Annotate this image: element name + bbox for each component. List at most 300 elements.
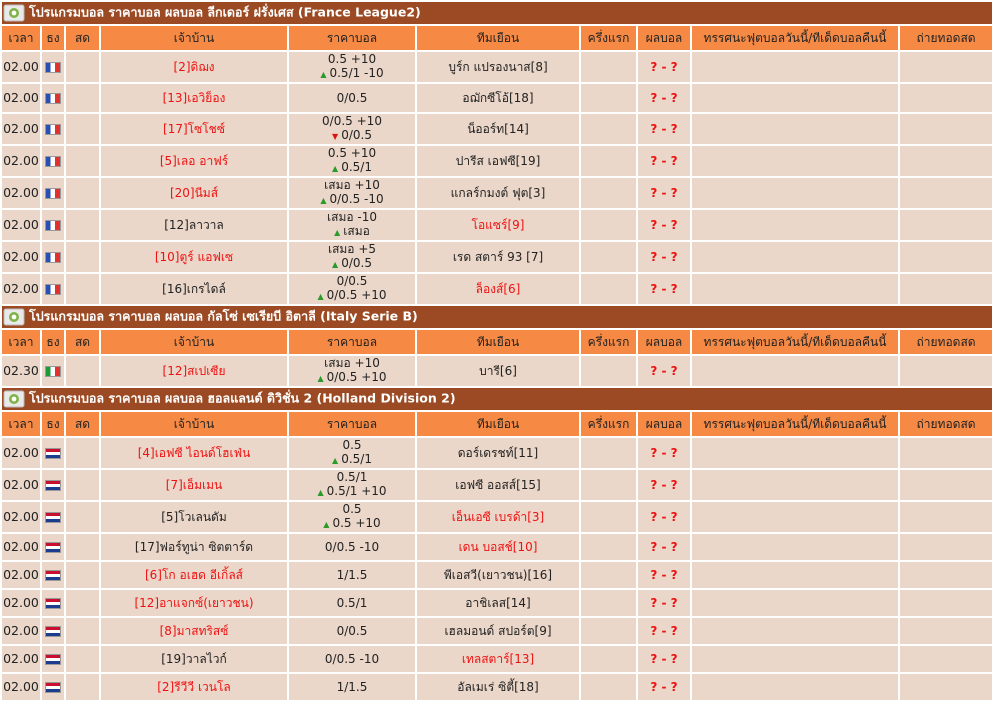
result-score[interactable]: ? - ? [638,646,690,672]
halftime-score [581,534,636,560]
odds-line [289,356,415,370]
odds-line [289,66,415,82]
col-broadcast-header: ถ่ายทอดสด [900,330,992,354]
live-cell [66,438,99,468]
odds-line [289,114,415,128]
broadcast-cell [900,178,992,208]
match-time: 02.00 [2,438,40,468]
home-team[interactable]: [5]โวเลนดัม [101,502,287,532]
country-flag-cell [42,534,64,560]
odds-up-arrow-icon: ▲ [332,164,339,173]
col-analysis-header: ทรรศนะฟุตบอลวันนี้/ทีเด็ดบอลคืนนี้ [692,412,898,436]
live-cell [66,114,99,144]
home-team[interactable]: [17]ฟอร์ทูน่า ซิตตาร์ด [101,534,287,560]
odds-line [289,438,415,452]
odds-up-arrow-icon: ▲ [317,292,324,301]
broadcast-cell [900,146,992,176]
league-title-cell [2,2,992,24]
col-time-header: เวลา [2,26,40,50]
away-team[interactable]: เรด สตาร์ 93 [7] [417,242,579,272]
match-row [2,534,992,560]
country-flag-cell [42,84,64,112]
odds-cell [289,646,415,672]
match-row [2,502,992,532]
halftime-score [581,438,636,468]
match-time: 02.00 [2,470,40,500]
match-row [2,562,992,588]
away-team[interactable]: เอฟซี ออสส์[15] [417,470,579,500]
odds-line [289,178,415,192]
col-halftime-header: ครึ่งแรก [581,26,636,50]
match-row [2,52,992,82]
halftime-score [581,84,636,112]
home-team[interactable]: [13]เอวิย็อง [101,84,287,112]
odds-line [289,568,415,582]
analysis-cell [692,52,898,82]
col-flag-header: ธง [42,330,64,354]
match-row [2,438,992,468]
match-row [2,274,992,304]
analysis-cell [692,210,898,240]
col-away-header: ทีมเยือน [417,330,579,354]
col-live-header: สด [66,26,99,50]
analysis-cell [692,470,898,500]
odds-line [289,91,415,105]
halftime-score [581,502,636,532]
country-flag-cell [42,52,64,82]
analysis-cell [692,502,898,532]
home-team[interactable]: [12]ลาวาล [101,210,287,240]
eerste-divisie-logo-icon [3,390,25,408]
odds-value: 0/0.5 -10 [329,192,384,206]
col-home-header: เจ้าบ้าน [101,26,287,50]
analysis-cell [692,618,898,644]
country-flag-cell [42,502,64,532]
league-title-cell [2,388,992,410]
country-flag-cell [42,674,64,700]
odds-line [289,242,415,256]
odds-line [289,274,415,288]
halftime-score [581,242,636,272]
country-flag-cell [42,178,64,208]
result-score[interactable]: ? - ? [638,178,690,208]
col-result-header: ผลบอล [638,412,690,436]
col-live-header: สด [66,330,99,354]
analysis-cell [692,438,898,468]
flag-icon [45,188,61,199]
home-team[interactable]: [2]ดิฌง [101,52,287,82]
away-team[interactable]: อัลเมเร่ ซิตี้[18] [417,674,579,700]
match-row [2,84,992,112]
odds-value: 0/0.5 [336,624,368,638]
live-cell [66,274,99,304]
odds-line [289,210,415,224]
country-flag-cell [42,618,64,644]
odds-value: เสมอ +5 [327,242,377,256]
match-time: 02.00 [2,562,40,588]
odds-line [289,370,415,386]
flag-icon [45,220,61,231]
home-team[interactable]: [19]วาลไวก์ [101,646,287,672]
odds-line [289,52,415,66]
country-flag-cell [42,242,64,272]
live-cell [66,242,99,272]
result-score[interactable]: ? - ? [638,114,690,144]
result-score[interactable]: ? - ? [638,674,690,700]
broadcast-cell [900,438,992,468]
halftime-score [581,52,636,82]
match-row [2,674,992,700]
odds-value: 0.5/1 +10 [326,484,387,498]
live-cell [66,210,99,240]
home-team[interactable]: [10]ตูร์ แอฟเซ [101,242,287,272]
odds-up-arrow-icon: ▲ [332,456,339,465]
home-team[interactable]: [5]เลอ อาฟร์ [101,146,287,176]
odds-cell [289,562,415,588]
broadcast-cell [900,242,992,272]
odds-line [289,502,415,516]
broadcast-cell [900,674,992,700]
analysis-cell [692,146,898,176]
away-team[interactable]: ล็องส์[6] [417,274,579,304]
col-halftime-header: ครึ่งแรก [581,330,636,354]
broadcast-cell [900,114,992,144]
flag-icon [45,570,61,581]
result-score[interactable]: ? - ? [638,242,690,272]
odds-up-arrow-icon: ▲ [320,196,327,205]
col-flag-header: ธง [42,26,64,50]
col-odds-header: ราคาบอล [289,330,415,354]
result-score[interactable]: ? - ? [638,84,690,112]
live-cell [66,618,99,644]
away-team[interactable]: พีเอสวี(เยาวชน)[16] [417,562,579,588]
country-flag-cell [42,146,64,176]
flag-icon [45,252,61,263]
column-header-row [2,26,992,50]
away-team[interactable]: บารี[6] [417,356,579,386]
home-team[interactable]: [16]เกรไดล์ [101,274,287,304]
live-cell [66,674,99,700]
result-score[interactable]: ? - ? [638,274,690,304]
match-row [2,356,992,386]
result-score[interactable]: ? - ? [638,438,690,468]
match-row [2,646,992,672]
odds-cell [289,84,415,112]
result-score[interactable]: ? - ? [638,618,690,644]
col-time-header: เวลา [2,330,40,354]
result-score[interactable]: ? - ? [638,52,690,82]
country-flag-cell [42,438,64,468]
flag-icon [45,62,61,73]
flag-icon [45,626,61,637]
broadcast-cell [900,356,992,386]
odds-value: 0.5 [342,438,362,452]
analysis-cell [692,674,898,700]
home-team[interactable]: [4]เอฟซี ไอนด์โฮเฟ่น [101,438,287,468]
country-flag-cell [42,470,64,500]
odds-value: เสมอ +10 [324,178,380,192]
analysis-cell [692,242,898,272]
odds-value: เสมอ [343,224,370,238]
flag-icon [45,542,61,553]
match-row [2,210,992,240]
odds-value: 1/1.5 [336,680,368,694]
odds-up-arrow-icon: ▲ [317,374,324,383]
broadcast-cell [900,534,992,560]
broadcast-cell [900,470,992,500]
halftime-score [581,646,636,672]
odds-value: 0.5/1 [341,452,372,466]
country-flag-cell [42,210,64,240]
halftime-score [581,562,636,588]
league-title-cell [2,306,992,328]
odds-line [289,128,415,144]
col-result-header: ผลบอล [638,26,690,50]
match-time: 02.30 [2,356,40,386]
serie-b-logo-icon [3,308,25,326]
odds-cell [289,274,415,304]
odds-cell [289,52,415,82]
live-cell [66,534,99,560]
broadcast-cell [900,52,992,82]
away-team[interactable]: เทลสตาร์[13] [417,646,579,672]
odds-up-arrow-icon: ▲ [323,520,330,529]
odds-value: 1/1.5 [336,568,368,582]
odds-line [289,146,415,160]
away-team[interactable]: แกลร์กมงต์ ฟุต[3] [417,178,579,208]
live-cell [66,146,99,176]
odds-up-arrow-icon: ▲ [317,488,324,497]
result-score[interactable]: ? - ? [638,534,690,560]
home-team[interactable]: [8]มาสทริสซ์ [101,618,287,644]
flag-icon [45,284,61,295]
match-time: 02.00 [2,146,40,176]
flag-icon [45,93,61,104]
odds-value: 0/0.5 [336,91,368,105]
col-time-header: เวลา [2,412,40,436]
broadcast-cell [900,274,992,304]
match-time: 02.00 [2,534,40,560]
flag-icon [45,156,61,167]
analysis-cell [692,274,898,304]
home-team[interactable]: [12]อาแจกซ์(เยาวชน) [101,590,287,616]
odds-line [289,596,415,610]
odds-up-arrow-icon: ▲ [334,228,341,237]
home-team[interactable]: [7]เอ็มเมน [101,470,287,500]
live-cell [66,590,99,616]
away-team[interactable]: เอ็นเอซี เบรด้า[3] [417,502,579,532]
col-result-header: ผลบอล [638,330,690,354]
column-header-row [2,412,992,436]
analysis-cell [692,590,898,616]
away-team[interactable]: โอแซร์[9] [417,210,579,240]
odds-cell [289,470,415,500]
live-cell [66,356,99,386]
odds-cell [289,114,415,144]
halftime-score [581,114,636,144]
col-home-header: เจ้าบ้าน [101,330,287,354]
match-time: 02.00 [2,242,40,272]
broadcast-cell [900,562,992,588]
flag-icon [45,682,61,693]
broadcast-cell [900,84,992,112]
analysis-cell [692,534,898,560]
halftime-score [581,274,636,304]
result-score[interactable]: ? - ? [638,502,690,532]
match-time: 02.00 [2,618,40,644]
odds-cell [289,590,415,616]
odds-value: 0/0.5 -10 [324,540,380,554]
halftime-score [581,210,636,240]
away-team[interactable]: ดอร์เดรชท์[11] [417,438,579,468]
result-score[interactable]: ? - ? [638,562,690,588]
odds-cell [289,146,415,176]
odds-value: 0/0.5 +10 [322,114,382,128]
halftime-score [581,590,636,616]
col-halftime-header: ครึ่งแรก [581,412,636,436]
away-team[interactable]: อาชิเลส[14] [417,590,579,616]
odds-cell [289,502,415,532]
country-flag-cell [42,114,64,144]
odds-value: 0.5 +10 [327,146,377,160]
flag-icon [45,512,61,523]
col-odds-header: ราคาบอล [289,26,415,50]
col-analysis-header: ทรรศนะฟุตบอลวันนี้/ทีเด็ดบอลคืนนี้ [692,330,898,354]
odds-line [289,288,415,304]
col-odds-header: ราคาบอล [289,412,415,436]
league-header [2,306,992,328]
analysis-cell [692,562,898,588]
odds-line [289,160,415,176]
result-score[interactable]: ? - ? [638,210,690,240]
match-time: 02.00 [2,52,40,82]
odds-line [289,192,415,208]
odds-cell [289,178,415,208]
away-team[interactable]: เฮลมอนด์ สปอร์ต[9] [417,618,579,644]
broadcast-cell [900,646,992,672]
country-flag-cell [42,274,64,304]
col-away-header: ทีมเยือน [417,412,579,436]
match-time: 02.00 [2,646,40,672]
result-score[interactable]: ? - ? [638,146,690,176]
flag-icon [45,654,61,665]
fixtures-body [2,2,992,700]
odds-value: 0.5/1 [341,160,372,174]
odds-cell [289,242,415,272]
home-team[interactable]: [17]โซโชซ์ [101,114,287,144]
odds-value: 0/0.5 -10 [324,652,380,666]
odds-cell [289,438,415,468]
odds-line [289,452,415,468]
halftime-score [581,146,636,176]
analysis-cell [692,646,898,672]
ligue2-logo-icon [3,4,25,22]
analysis-cell [692,178,898,208]
country-flag-cell [42,562,64,588]
country-flag-cell [42,590,64,616]
match-time: 02.00 [2,502,40,532]
live-cell [66,470,99,500]
odds-value: 0.5/1 [336,596,368,610]
odds-line [289,540,415,554]
away-team[interactable]: อฌักซีโอ้[18] [417,84,579,112]
home-team[interactable]: [6]โก อเฮด อีเกิ้ลส์ [101,562,287,588]
country-flag-cell [42,646,64,672]
flag-icon [45,366,61,377]
odds-line [289,224,415,240]
odds-value: 0.5/1 -10 [329,66,384,80]
flag-icon [45,448,61,459]
match-row [2,590,992,616]
away-team[interactable]: น็ออร์ท[14] [417,114,579,144]
odds-value: 0/0.5 [341,128,372,142]
league-title: โปรแกรมบอล ราคาบอล ผลบอล กัลโซ่ เซเรียบี อิตาลี (Italy Serie B) [29,308,418,324]
result-score[interactable]: ? - ? [638,470,690,500]
odds-up-arrow-icon: ▲ [332,260,339,269]
league-header [2,2,992,24]
halftime-score [581,618,636,644]
home-team[interactable]: [20]นีมส์ [101,178,287,208]
away-team[interactable]: เดน บอสช์[10] [417,534,579,560]
result-score[interactable]: ? - ? [638,590,690,616]
live-cell [66,646,99,672]
odds-line [289,470,415,484]
col-broadcast-header: ถ่ายทอดสด [900,412,992,436]
odds-cell [289,534,415,560]
match-row [2,178,992,208]
odds-value: เสมอ -10 [327,210,377,224]
col-away-header: ทีมเยือน [417,26,579,50]
home-team[interactable]: [2]รีวีวี เวนโล [101,674,287,700]
match-row [2,618,992,644]
broadcast-cell [900,210,992,240]
match-row [2,114,992,144]
match-time: 02.00 [2,178,40,208]
odds-line [289,680,415,694]
away-team[interactable]: บูร์ก แปรองนาส[8] [417,52,579,82]
match-row [2,146,992,176]
analysis-cell [692,84,898,112]
halftime-score [581,178,636,208]
col-home-header: เจ้าบ้าน [101,412,287,436]
league-title: โปรแกรมบอล ราคาบอล ผลบอล ฮอลแลนด์ ดิวิชั่น 2 (Holland Division 2) [29,390,456,406]
live-cell [66,84,99,112]
match-time: 02.00 [2,114,40,144]
match-time: 02.00 [2,590,40,616]
halftime-score [581,470,636,500]
country-flag-cell [42,356,64,386]
col-live-header: สด [66,412,99,436]
flag-icon [45,124,61,135]
result-score[interactable]: ? - ? [638,356,690,386]
live-cell [66,178,99,208]
col-broadcast-header: ถ่ายทอดสด [900,26,992,50]
live-cell [66,562,99,588]
odds-down-arrow-icon: ▼ [332,132,339,141]
home-team[interactable]: [12]สเปเซีย [101,356,287,386]
away-team[interactable]: ปารีส เอฟซี[19] [417,146,579,176]
col-analysis-header: ทรรศนะฟุตบอลวันนี้/ทีเด็ดบอลคืนนี้ [692,26,898,50]
broadcast-cell [900,590,992,616]
odds-cell [289,674,415,700]
col-flag-header: ธง [42,412,64,436]
odds-value: 0.5 +10 [332,516,381,530]
odds-up-arrow-icon: ▲ [320,70,327,79]
odds-line [289,652,415,666]
odds-value: เสมอ +10 [324,356,380,370]
odds-value: 0/0.5 [341,256,372,270]
analysis-cell [692,356,898,386]
